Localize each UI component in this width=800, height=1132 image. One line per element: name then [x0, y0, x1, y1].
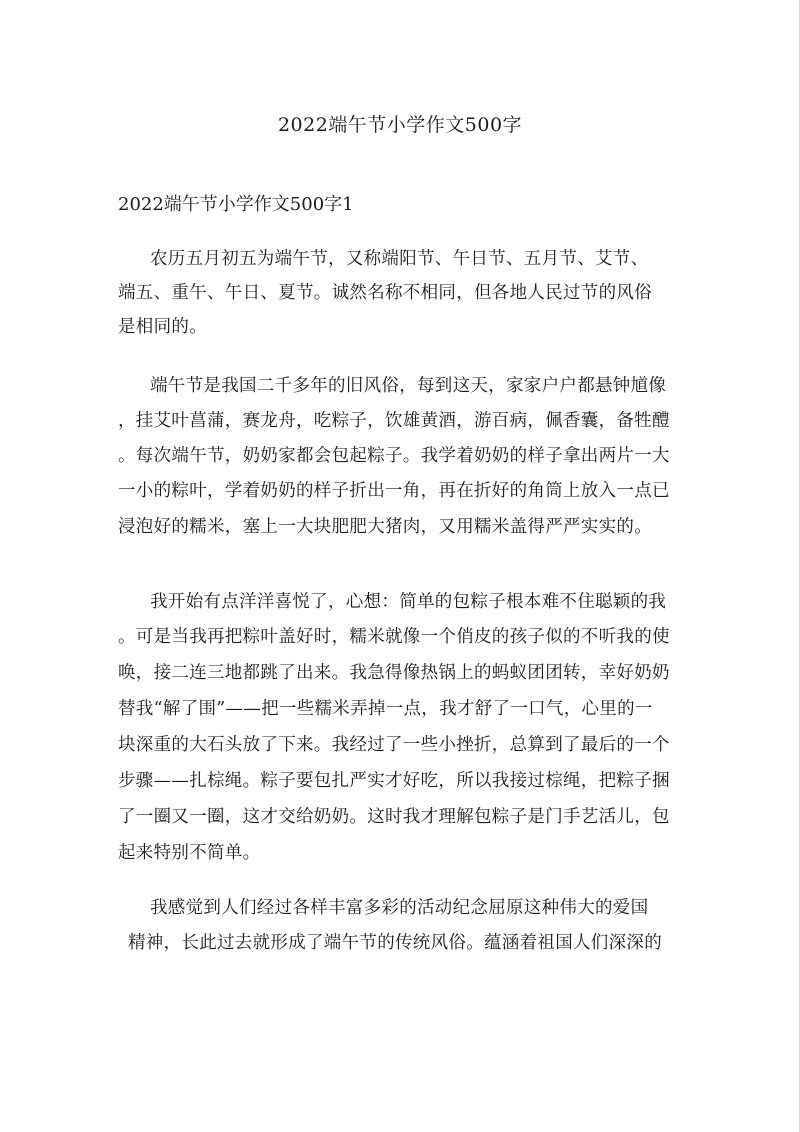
- paragraph-3-line-4: 替我“解了围”——把一些糯米弄掉一点，我才舒了一口气，心里的一: [118, 699, 653, 719]
- paragraph-4-line-2: 精神，长此过去就形成了端午节的传统风俗。蕴涵着祖国人们深深的: [128, 933, 662, 953]
- paragraph-3-line-7: 了一圈又一圈，这才交给奶奶。这时我才理解包粽子是门手艺活儿，包: [118, 807, 670, 827]
- paragraph-3-line-6: 步骤——扎棕绳。粽子要包扎严实才好吃，所以我接过棕绳，把粽子捆: [118, 771, 670, 791]
- paragraph-1-line-1: 农历五月初五为端午节，又称端阳节、午日节、五月节、艾节、: [150, 249, 649, 269]
- paragraph-2-line-2: ，挂艾叶菖蒲，赛龙舟，吃粽子，饮雄黄酒，游百病，佩香囊，备牲醴: [118, 411, 670, 431]
- paragraph-4-line-1: 我感觉到人们经过各样丰富多彩的活动纪念屈原这种伟大的爱国: [150, 898, 649, 918]
- paragraph-2-line-5: 浸泡好的糯米，塞上一大块肥肥大猪肉，又用糯米盖得严严实实的。: [118, 517, 652, 537]
- paragraph-3-line-3: 唤，接二连三地都跳了出来。我急得像热锅上的蚂蚁团团转，幸好奶奶: [118, 663, 670, 683]
- paragraph-2-line-4: 一小的粽叶，学着奶奶的样子折出一角，再在折好的角筒上放入一点已: [118, 481, 670, 501]
- paragraph-2-line-1: 端午节是我国二千多年的旧风俗，每到这天，家家户户都悬钟馗像: [150, 376, 667, 396]
- paragraph-1-line-2: 端五、重午、午日、夏节。诚然名称不相同，但各地人民过节的风俗: [118, 283, 652, 303]
- paragraph-1-line-3: 是相同的。: [118, 317, 207, 337]
- paragraph-3-line-2: 。可是当我再把粽叶盖好时，糯米就像一个俏皮的孩子似的不听我的使: [118, 627, 670, 647]
- paragraph-2-line-3: 。每次端午节，奶奶家都会包起粽子。我学着奶奶的样子拿出两片一大: [118, 446, 670, 466]
- paragraph-3-line-5: 块深重的大石头放了下来。我经过了一些小挫折，总算到了最后的一个: [118, 735, 670, 755]
- section-heading: 2022端午节小学作文500字1: [118, 194, 354, 215]
- paragraph-3-line-8: 起来特别不简单。: [118, 843, 261, 863]
- document-title: 2022端午节小学作文500字: [277, 114, 523, 136]
- paragraph-3-line-1: 我开始有点洋洋喜悦了，心想：简单的包粽子根本难不住聪颖的我: [150, 592, 667, 612]
